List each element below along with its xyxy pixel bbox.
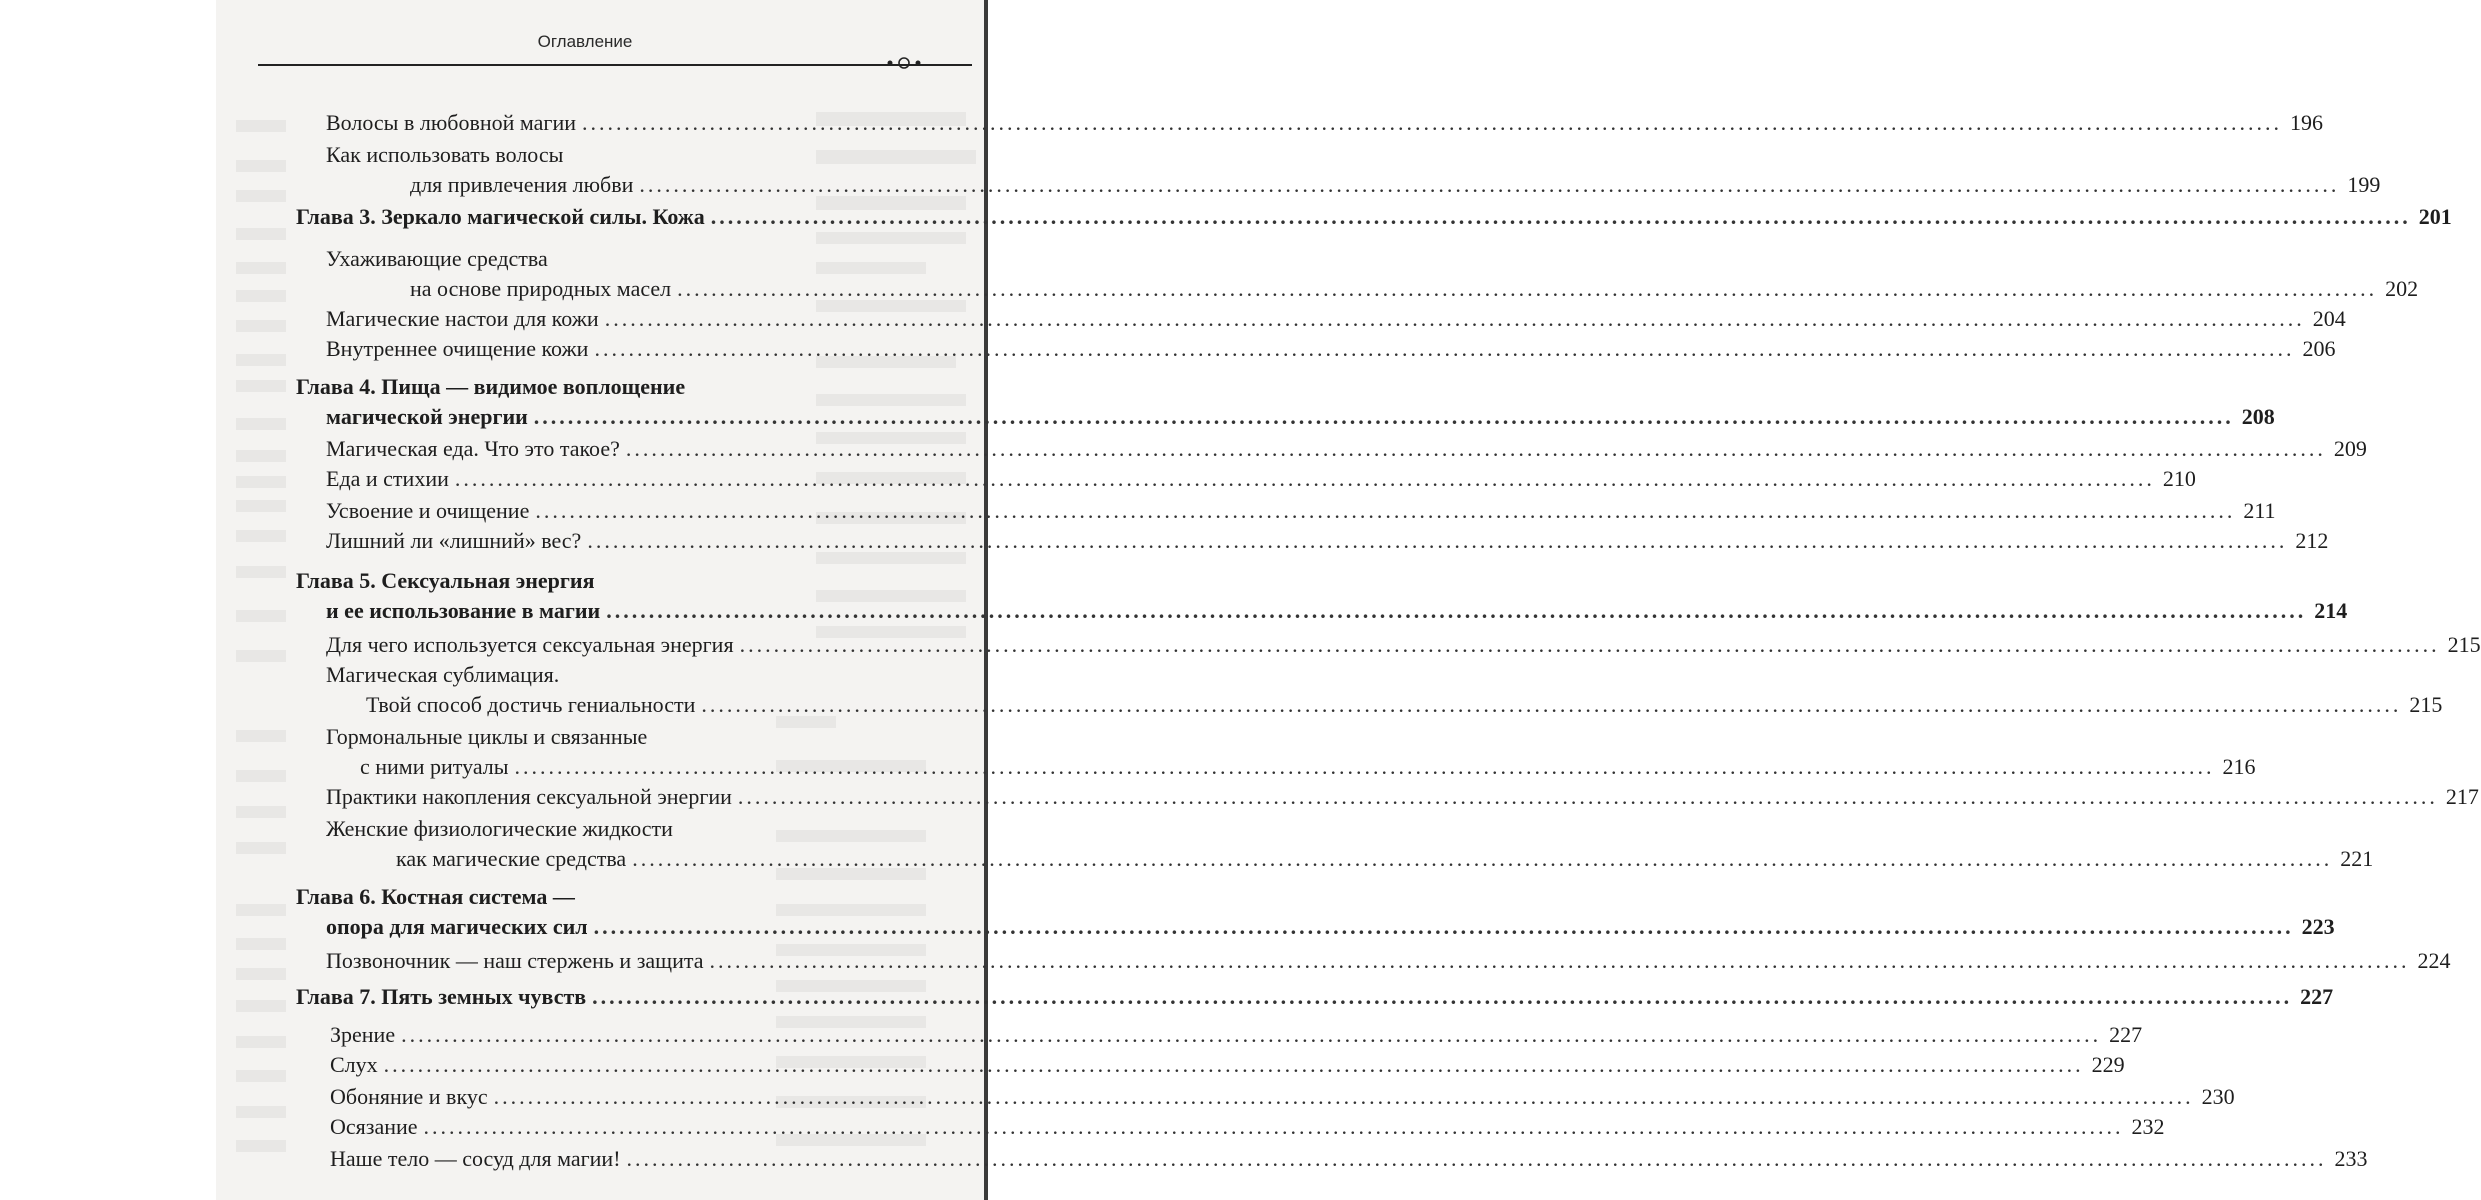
toc-entry-title: Обоняние и вкус — [330, 1084, 488, 1109]
toc-page-number: 208 — [2241, 404, 2275, 429]
toc-section-entry[interactable] — [326, 110, 2323, 136]
toc-leader-dots: ........................................................................................................................................................................................................ — [582, 110, 2282, 135]
toc-leader-dots: ........................................................................................................................................................................................................ — [604, 306, 2305, 331]
toc-page-number: 230 — [2201, 1084, 2235, 1109]
toc-entry-title: Внутреннее очищение кожи — [326, 336, 589, 361]
toc-section-entry[interactable] — [326, 784, 2479, 810]
toc-page-number: 214 — [2314, 598, 2348, 623]
toc-page-number: 196 — [2290, 110, 2323, 135]
toc-entry-title: Практики накопления сексуальной энергии — [326, 784, 732, 809]
toc-section-entry[interactable] — [366, 692, 2443, 718]
toc-leader-dots: ........................................................................................................................................................................................................ — [493, 1084, 2194, 1109]
toc-leader-dots: ........................................................................................................................................................................................................ — [737, 784, 2438, 809]
toc-page-number: 229 — [2091, 1052, 2125, 1077]
toc-entry-title: Глава 7. Пять земных чувств — [296, 984, 587, 1009]
toc-page-number: 210 — [2162, 466, 2196, 491]
toc-chapter-entry[interactable] — [296, 984, 2334, 1010]
toc-section-entry[interactable] — [330, 1084, 2235, 1110]
toc-leader-dots: ........................................................................................................................................................................................................ — [709, 948, 2410, 973]
toc-page-number: 215 — [2409, 692, 2443, 717]
toc-section-entry[interactable] — [410, 276, 2419, 302]
toc-leader-dots: ........................................................................................................................................................................................................ — [587, 528, 2288, 553]
toc-leader-dots: ........................................................................................................................................................................................................ — [739, 632, 2440, 657]
toc-entry-title: магической энергии — [326, 404, 528, 429]
toc-entry-title: Осязание — [330, 1114, 418, 1139]
toc-leader-dots: ........................................................................................................................................................................................................ — [533, 404, 2234, 429]
toc-entry-title: Позвоночник — наш стержень и защита — [326, 948, 704, 973]
toc-section-entry[interactable] — [330, 1052, 2125, 1078]
toc-section-entry[interactable] — [330, 1022, 2143, 1048]
toc-leader-dots: ........................................................................................................................................................................................................ — [594, 336, 2295, 361]
toc-leader-dots: ........................................................................................................................................................................................................ — [632, 846, 2333, 871]
toc-entry-title: Для чего используется сексуальная энергия — [326, 632, 734, 657]
toc-entry-title: Твой способ достичь гениальности — [366, 692, 696, 717]
toc-section-entry[interactable] — [326, 948, 2451, 974]
toc-entry-title: Наше тело — сосуд для магии! — [330, 1146, 621, 1171]
toc-leader-dots: ........................................................................................................................................................................................................ — [593, 914, 2294, 939]
toc-section-entry[interactable] — [326, 436, 2367, 462]
toc-leader-dots: ........................................................................................................................................................................................................ — [514, 754, 2215, 779]
toc-entry-title: опора для магических сил — [326, 914, 588, 939]
toc-entry-title: Глава 3. Зеркало магической силы. Кожа — [296, 204, 705, 229]
toc-section-entry[interactable] — [326, 528, 2329, 554]
toc-leader-dots: ........................................................................................................................................................................................................ — [423, 1114, 2124, 1139]
toc-entry-line: Как использовать волосы — [326, 142, 564, 167]
toc-section-entry[interactable] — [410, 172, 2381, 198]
toc-section-entry[interactable] — [330, 1146, 2368, 1172]
toc-chapter-entry[interactable] — [326, 598, 2348, 624]
toc-entry-title: и ее использование в магии — [326, 598, 601, 623]
toc-page-number: 223 — [2301, 914, 2335, 939]
toc-leader-dots: ........................................................................................................................................................................................................ — [454, 466, 2155, 491]
toc-section-entry[interactable] — [326, 336, 2336, 362]
toc-entry-title: для привлечения любви — [410, 172, 634, 197]
toc-section-entry[interactable] — [330, 1114, 2165, 1140]
toc-page-number: 227 — [2300, 984, 2334, 1009]
toc-leader-dots: ........................................................................................................................................................................................................ — [383, 1052, 2084, 1077]
toc-chapter-entry[interactable] — [296, 204, 2452, 230]
toc-entry-title: Магические настои для кожи — [326, 306, 599, 331]
running-header-title: Оглавление — [537, 32, 633, 51]
toc-leader-dots: ........................................................................................................................................................................................................ — [401, 1022, 2102, 1047]
toc-page-number: 233 — [2334, 1146, 2368, 1171]
toc-entry-line: Глава 4. Пища — видимое воплощение — [296, 374, 686, 399]
toc-section-entry[interactable] — [326, 306, 2346, 332]
toc-page-number: 201 — [2418, 204, 2452, 229]
toc-entry-title: Слух — [330, 1052, 378, 1077]
toc-page-number: 209 — [2333, 436, 2367, 461]
toc-section-entry[interactable] — [326, 632, 2481, 658]
toc-entry-title: Усвоение и очищение — [326, 498, 530, 523]
toc-page-number: 211 — [2243, 498, 2276, 523]
toc-leader-dots: ........................................................................................................................................................................................................ — [606, 598, 2307, 623]
toc-entry-line: Женские физиологические жидкости — [326, 816, 673, 841]
toc-entry-title: на основе природных масел — [410, 276, 672, 301]
toc-chapter-entry[interactable] — [326, 404, 2275, 430]
toc-entry-line: Ухаживающие средства — [326, 246, 548, 271]
toc-leader-dots: ........................................................................................................................................................................................................ — [535, 498, 2236, 523]
toc-page-number: 215 — [2447, 632, 2481, 657]
toc-section-entry[interactable] — [326, 498, 2276, 524]
toc-page-number: 212 — [2295, 528, 2329, 553]
toc-entry-title: Лишний ли «лишний» вес? — [326, 528, 582, 553]
toc-entry-line: Глава 6. Костная система — — [296, 884, 575, 909]
toc-page-number: 216 — [2222, 754, 2256, 779]
toc-section-entry[interactable] — [360, 754, 2256, 780]
toc-entry-title: Еда и стихии — [326, 466, 449, 491]
toc-leader-dots: ........................................................................................................................................................................................................ — [592, 984, 2293, 1009]
toc-leader-dots: ........................................................................................................................................................................................................ — [639, 172, 2340, 197]
toc-entry-title: как магические средства — [396, 846, 627, 871]
toc-entry-title: Волосы в любовной магии — [326, 110, 576, 135]
toc-leader-dots: ........................................................................................................................................................................................................ — [626, 1146, 2327, 1171]
toc-leader-dots: ........................................................................................................................................................................................................ — [710, 204, 2411, 229]
toc-page-number: 206 — [2302, 336, 2336, 361]
toc-entry-line: Глава 5. Сексуальная энергия — [296, 568, 595, 593]
toc-chapter-entry[interactable] — [326, 914, 2335, 940]
toc-page-number: 232 — [2131, 1114, 2165, 1139]
toc-page-number: 224 — [2417, 948, 2451, 973]
toc-page-number: 221 — [2340, 846, 2374, 871]
toc-page-number: 199 — [2347, 172, 2381, 197]
toc-leader-dots: ........................................................................................................................................................................................................ — [701, 692, 2402, 717]
toc-entry-line: Гормональные циклы и связанные — [326, 724, 648, 749]
toc-section-entry[interactable] — [326, 466, 2196, 492]
toc-page-number: 217 — [2445, 784, 2479, 809]
toc-entry-line: Магическая сублимация. — [326, 662, 560, 687]
toc-page-number: 204 — [2312, 306, 2346, 331]
toc-page-number: 227 — [2109, 1022, 2143, 1047]
toc-section-entry[interactable] — [396, 846, 2374, 872]
toc-entry-title: Магическая еда. Что это такое? — [326, 436, 620, 461]
toc-entry-title: с ними ритуалы — [360, 754, 509, 779]
toc-leader-dots: ........................................................................................................................................................................................................ — [625, 436, 2326, 461]
toc-entry-title: Зрение — [330, 1022, 396, 1047]
toc-page-number: 202 — [2385, 276, 2419, 301]
toc-leader-dots: ........................................................................................................................................................................................................ — [677, 276, 2378, 301]
